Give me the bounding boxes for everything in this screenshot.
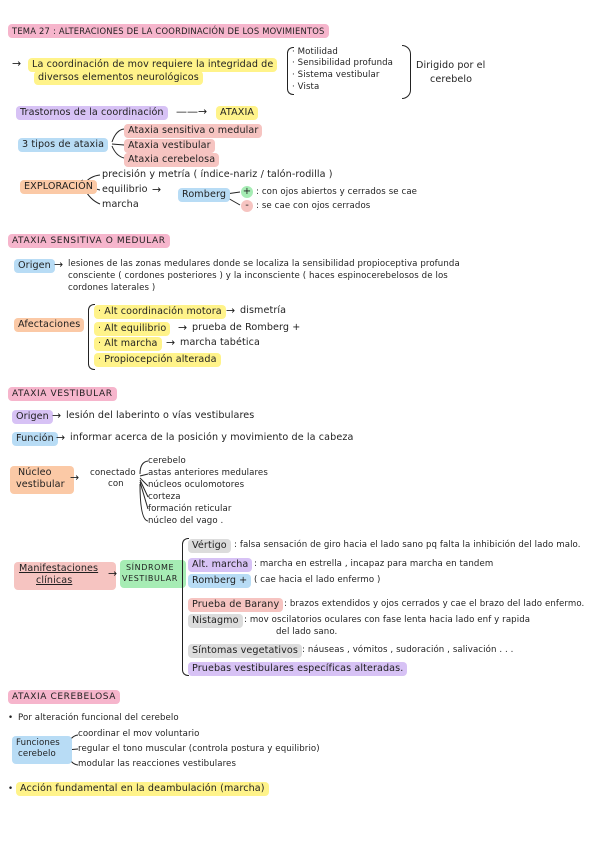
element-item: · Sensibilidad profunda [292,58,394,68]
manifestaciones-label: Manifestaciones [19,563,99,574]
trastornos-label: Trastornos de la coordinación [16,106,168,120]
tipo-item: Ataxia cerebelosa [124,153,219,167]
conexion-item: corteza [148,492,181,502]
arrow-icon: → [178,321,188,334]
element-item: · Vista [292,82,320,92]
origen-label: Origen [14,259,55,273]
funcion-label: Función [12,432,58,446]
exploracion-item: equilibrio [102,184,148,195]
tipo-item: Ataxia vestibular [124,139,215,153]
afectaciones-label: Afectaciones [14,318,84,332]
conexion-item: astas anteriores medulares [148,468,268,478]
origen-text: consciente ( cordones posteriores ) y la inconsciente ( haces espinocerebelosos de los [68,271,448,281]
sintoma-label: Síntomas vegetativos [188,644,302,658]
arrow-icon: → [56,431,66,444]
funciones-label: Funciones [16,738,60,748]
right-brace-icon [402,45,411,99]
sintoma-text: : brazos extendidos y ojos cerrados y cae el brazo del lado enfermo. [284,599,585,609]
funciones-box [12,736,72,764]
tipo-item: Ataxia sensitiva o medular [124,124,262,138]
directed-by-1: Dirigido por el [416,60,486,71]
romberg-plus-text: : con ojos abiertos y cerrados se cae [256,187,418,197]
sintoma-label: Romberg + [188,574,251,588]
romberg-label: Romberg [178,188,230,202]
bullet-icon: • [8,713,14,723]
arrow-icon: → [226,304,236,317]
afectacion-item: · Alt equilibrio [94,322,170,336]
arrow-icon: → [152,183,162,196]
sintoma-text: : mov oscilatorios oculares con fase lenta hacia lado enf y rapida [244,615,531,625]
funcion-item: regular el tono muscular (controla postura y equilibrio) [78,744,320,754]
conectado-label: conectado [90,468,136,478]
ataxia-label: ATAXIA [216,106,258,120]
afectacion-result: dismetría [240,305,287,316]
sintoma-label: Alt. marcha [188,558,252,572]
arrow-icon: → [70,471,80,484]
sintoma-text: ( cae hacia el lado enfermo ) [254,575,381,585]
funciones-label: cerebelo [18,749,56,759]
origen-text: lesión del laberinto o vías vestibulares [66,410,255,421]
romberg-minus-text: : se cae con ojos cerrados [256,201,371,211]
conexion-item: núcleo del vago . [148,516,224,526]
sindrome-label: SÍNDROME [126,563,175,572]
tipos-label: 3 tipos de ataxia [18,138,108,152]
arrow-icon: → [52,409,62,422]
afectacion-item: · Alt coordinación motora [94,305,226,319]
manifestaciones-label: clínicas [36,575,73,586]
funcion-text: informar acerca de la posición y movimiento de la cabeza [70,432,354,443]
directed-by-2: cerebelo [430,74,473,85]
minus-icon: - [241,200,253,212]
funcion-item: coordinar el mov voluntario [78,729,200,739]
sintoma-text: : náuseas , vómitos , sudoración , salivación . . . [302,645,514,655]
arrow-icon: → [166,336,176,349]
intro-line-1: La coordinación de mov requiere la integridad de [28,58,277,72]
element-item: · Sistema vestibular [292,70,380,80]
afectacion-item: · Propiocepción alterada [94,353,221,367]
sintoma-label: Pruebas vestibulares específicas alteradas. [188,662,407,676]
element-item: · Motilidad [292,47,338,57]
afectacion-item: · Alt marcha [94,337,162,351]
manifestaciones-box [14,562,116,590]
intro-line-2: diversos elementos neurológicos [34,71,203,85]
exploracion-label: EXPLORACIÓN [20,180,97,194]
conexion-item: formación reticular [148,504,232,514]
arrow-icon: ——→ [176,105,208,118]
exploracion-item: precisión y metría ( índice-nariz / talón-rodilla ) [102,169,333,180]
page-title: TEMA 27 : ALTERACIONES DE LA COORDINACIÓN DE LOS MOVIMIENTOS [8,24,329,38]
funcion-item: modular las reacciones vestibulares [78,759,237,769]
afectacion-result: marcha tabética [180,337,260,348]
bullet-icon: • [8,784,14,794]
arrow-icon: → [108,567,118,580]
nucleo-label: Núcleo [18,467,52,478]
conexion-item: núcleos oculomotores [148,480,245,490]
sindrome-label: VESTIBULAR [122,574,178,583]
nucleo-box [10,466,74,494]
origen-text: lesiones de las zonas medulares donde se localiza la sensibilidad propioceptiva profunda [68,259,460,269]
sindrome-box [120,560,186,588]
section-heading: ATAXIA SENSITIVA O MEDULAR [8,234,170,248]
conectado-label: con [108,479,124,489]
accion-text: Acción fundamental en la deambulación (marcha) [16,782,269,796]
arrow-icon: → [12,57,22,70]
sintoma-label: Nistagmo [188,614,243,628]
afectacion-result: prueba de Romberg + [192,322,301,333]
sintoma-text: : falsa sensación de giro hacia el lado sano pq falta la inhibición del lado malo. [234,540,581,550]
sintoma-label: Vértigo [188,539,231,553]
arrow-icon: → [54,258,64,271]
exploracion-item: marcha [102,199,139,210]
cause-text: Por alteración funcional del cerebelo [18,713,179,723]
section-heading: ATAXIA CEREBELOSA [8,690,120,704]
origen-text: cordones laterales ) [68,283,156,293]
plus-icon: + [242,186,252,197]
nucleo-label: vestibular [16,479,65,490]
section-heading: ATAXIA VESTIBULAR [8,387,117,401]
origen-label: Origen [12,410,53,424]
sintoma-text-2: del lado sano. [276,627,338,637]
sintoma-text: : marcha en estrella , incapaz para marcha en tandem [254,559,494,569]
sintoma-label: Prueba de Barany [188,598,283,612]
conexion-item: cerebelo [148,456,186,466]
